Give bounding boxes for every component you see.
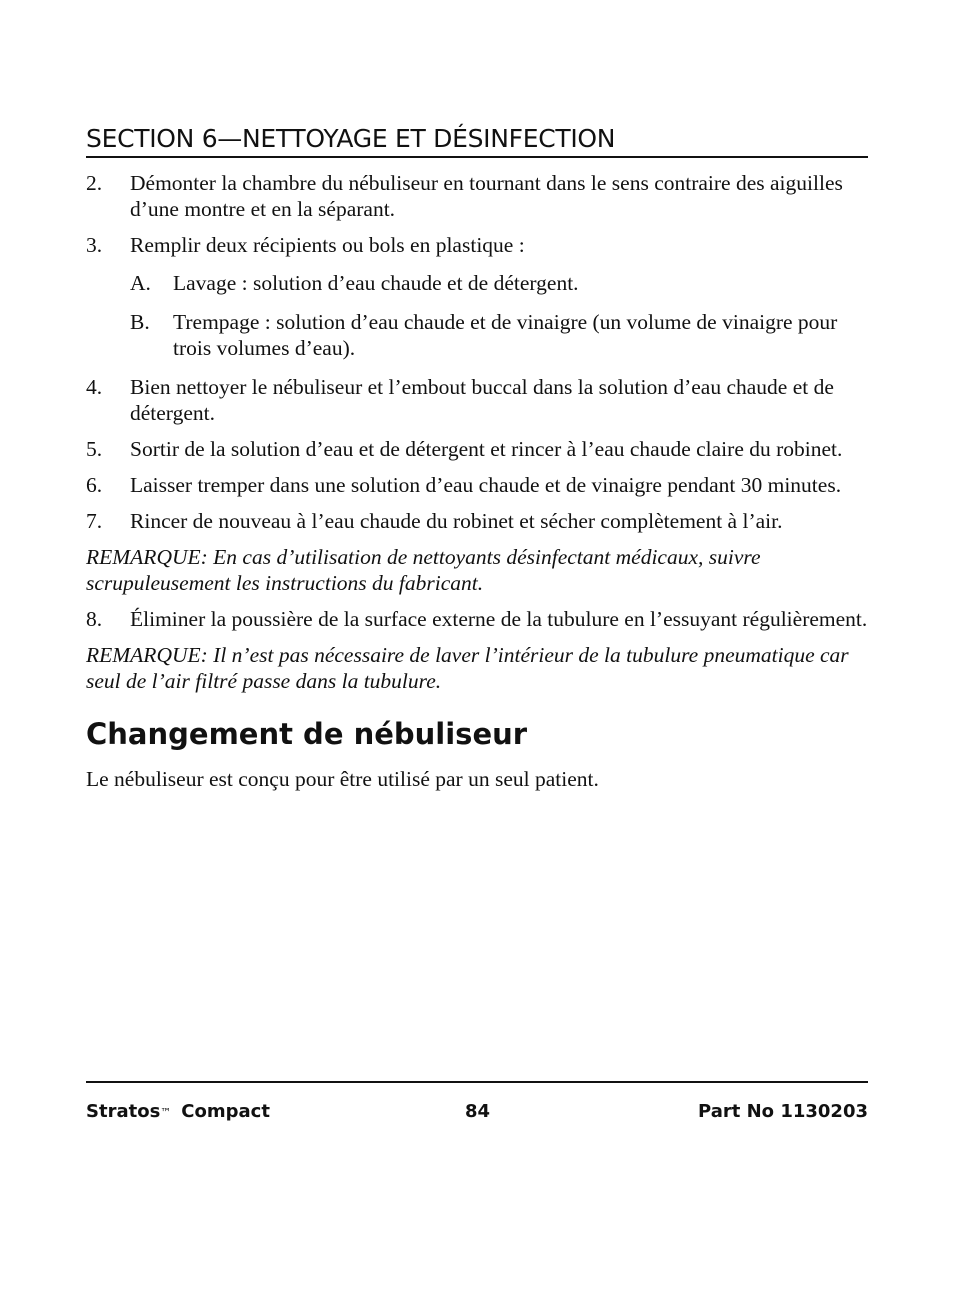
section-title: SECTION 6—NETTOYAGE ET DÉSINFECTION <box>86 124 616 153</box>
substep-text: Trempage : solution d’eau chaude et de vinaigre (un volume de vinaigre pour trois volumes d’eau). <box>173 310 838 360</box>
section-header <box>86 122 868 158</box>
step-text: Laisser tremper dans une solution d’eau chaude et de vinaigre pendant 30 minutes. <box>130 473 842 497</box>
list-item-step-8 <box>86 606 868 632</box>
list-item-step-7 <box>86 508 868 534</box>
note-tubing: REMARQUE: Il n’est pas nécessaire de laver l’intérieur de la tubulure pneumatique car seul de l’air filtré passe dans la tubulure. <box>86 643 849 693</box>
footer-product <box>86 1100 270 1124</box>
page-number: 84 <box>465 1101 491 1122</box>
note-disinfectant: REMARQUE: En cas d’utilisation de nettoyants désinfectant médicaux, suivre scrupuleusement les instructions du fabricant. <box>86 545 761 595</box>
step-number: 5. <box>86 437 103 461</box>
list-item-step-5 <box>86 436 868 462</box>
list-item-step-4 <box>86 374 868 426</box>
step-text: Démonter la chambre du nébuliseur en tournant dans le sens contraire des aiguilles d’une montre et en la séparant. <box>130 171 843 221</box>
step-text: Sortir de la solution d’eau et de détergent et rincer à l’eau chaude claire du robinet. <box>130 437 843 461</box>
step-number: 8. <box>86 607 103 631</box>
list-item-step-2 <box>86 170 868 222</box>
subsection-body: Le nébuliseur est conçu pour être utilisé par un seul patient. <box>86 767 599 791</box>
step-number: 4. <box>86 375 103 399</box>
substep-letter: A. <box>130 271 151 295</box>
step-text: Rincer de nouveau à l’eau chaude du robinet et sécher complètement à l’air. <box>130 509 783 533</box>
subsection-title: Changement de nébuliseur <box>86 717 528 751</box>
step-text: Bien nettoyer le nébuliseur et l’embout buccal dans la solution d’eau chaude et de détergent. <box>130 375 834 425</box>
page-content <box>86 170 868 792</box>
step-number: 7. <box>86 509 103 533</box>
list-item-substep-b <box>130 309 868 361</box>
part-number: Part No 1130203 <box>698 1101 868 1122</box>
footer-divider <box>86 1081 868 1083</box>
list-item-step-6 <box>86 472 868 498</box>
list-item-substep-a <box>130 270 868 296</box>
step-number: 3. <box>86 233 103 257</box>
substep-text: Lavage : solution d’eau chaude et de détergent. <box>173 271 579 295</box>
trademark-symbol: ™ <box>160 1106 172 1119</box>
manual-page <box>86 0 868 1301</box>
step-number: 2. <box>86 171 103 195</box>
list-item-step-3 <box>86 232 868 258</box>
step-text: Éliminer la poussière de la surface externe de la tubulure en l’essuyant régulièrement. <box>130 607 868 631</box>
substep-letter: B. <box>130 310 150 334</box>
step-number: 6. <box>86 473 103 497</box>
footer-product-name: Stratos <box>86 1101 161 1122</box>
footer-model: Compact <box>181 1101 270 1122</box>
step-text: Remplir deux récipients ou bols en plastique : <box>130 233 525 257</box>
